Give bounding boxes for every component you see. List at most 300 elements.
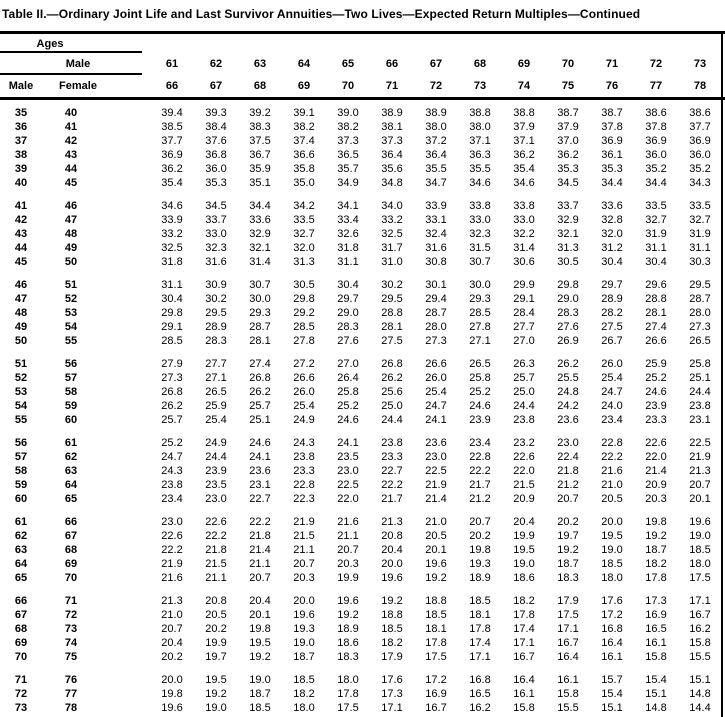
table-row xyxy=(0,571,725,585)
value-cell: 24.1 xyxy=(425,414,447,426)
male-age-cell: 43 xyxy=(14,228,28,240)
value-cell: 30.0 xyxy=(249,293,271,305)
male-age-cell: 57 xyxy=(14,451,28,463)
value-cell: 29.0 xyxy=(337,307,359,319)
row-group-gap-cell xyxy=(0,348,725,357)
value-cell: 19.5 xyxy=(205,674,227,686)
value-cell: 24.1 xyxy=(249,451,271,463)
table-row xyxy=(0,594,725,608)
row-spacer-cell xyxy=(100,292,150,306)
value-cell: 23.8 xyxy=(689,400,711,412)
value-cell: 21.4 xyxy=(645,465,667,477)
value-cell: 21.1 xyxy=(205,572,227,584)
female-age-cell: 52 xyxy=(64,293,78,305)
row-spacer-cell xyxy=(100,399,150,413)
value-cell: 34.2 xyxy=(293,200,315,212)
value-cell: 17.8 xyxy=(645,572,667,584)
row-spacer-cell xyxy=(100,478,150,492)
value-cell: 19.2 xyxy=(425,572,447,584)
value-cell: 36.9 xyxy=(689,135,711,147)
value-cell: 31.6 xyxy=(425,242,447,254)
header-spacer xyxy=(100,75,150,98)
female-age-header: 74 xyxy=(517,79,531,92)
row-group-gap-cell xyxy=(0,664,725,673)
row-spacer-cell xyxy=(100,148,150,162)
male-age-cell: 72 xyxy=(14,688,28,700)
value-cell: 35.3 xyxy=(557,163,579,175)
value-cell: 31.9 xyxy=(689,228,711,240)
value-cell: 18.3 xyxy=(557,572,579,584)
value-cell: 16.2 xyxy=(469,702,491,714)
value-cell: 30.2 xyxy=(205,293,227,305)
row-group-gap-cell xyxy=(0,190,725,199)
row-spacer-cell xyxy=(100,199,150,213)
value-cell: 18.2 xyxy=(645,558,667,570)
male-age-header: 66 xyxy=(385,58,399,70)
value-cell: 36.8 xyxy=(205,149,227,161)
row-spacer-cell xyxy=(100,371,150,385)
value-cell: 36.2 xyxy=(513,149,535,161)
female-age-cell: 44 xyxy=(64,163,78,175)
value-cell: 29.1 xyxy=(513,293,535,305)
value-cell: 16.8 xyxy=(601,623,623,635)
value-cell: 23.9 xyxy=(645,400,667,412)
female-age-cell: 77 xyxy=(64,688,78,700)
value-cell: 19.6 xyxy=(381,572,403,584)
female-age-cell: 49 xyxy=(64,242,78,254)
value-cell: 26.6 xyxy=(645,335,667,347)
value-cell: 23.8 xyxy=(161,479,183,491)
value-cell: 16.1 xyxy=(557,674,579,686)
female-age-cell: 72 xyxy=(64,609,78,621)
value-cell: 29.6 xyxy=(645,279,667,291)
value-cell: 23.0 xyxy=(337,465,359,477)
right-border-rule xyxy=(721,33,723,717)
table-row xyxy=(0,543,725,557)
value-cell: 23.6 xyxy=(425,437,447,449)
value-cell: 20.7 xyxy=(337,544,359,556)
value-cell: 26.8 xyxy=(161,386,183,398)
table-row xyxy=(0,622,725,636)
value-cell: 27.6 xyxy=(557,321,579,333)
value-cell: 17.4 xyxy=(469,637,491,649)
table-row xyxy=(0,413,725,427)
value-cell: 25.4 xyxy=(293,400,315,412)
value-cell: 19.2 xyxy=(645,530,667,542)
value-cell: 39.2 xyxy=(249,107,271,119)
value-cell: 38.1 xyxy=(381,121,403,133)
male-age-cell: 61 xyxy=(14,516,28,528)
male-age-cell: 35 xyxy=(14,107,28,119)
value-cell: 33.4 xyxy=(337,214,359,226)
value-cell: 20.4 xyxy=(161,637,183,649)
value-cell: 26.0 xyxy=(601,358,623,370)
value-cell: 36.1 xyxy=(601,149,623,161)
value-cell: 21.5 xyxy=(293,530,315,542)
value-cell: 21.0 xyxy=(601,479,623,491)
value-cell: 37.1 xyxy=(513,135,535,147)
value-cell: 20.4 xyxy=(381,544,403,556)
value-cell: 34.6 xyxy=(513,177,535,189)
value-cell: 23.3 xyxy=(645,414,667,426)
male-age-cell: 42 xyxy=(14,214,28,226)
value-cell: 36.5 xyxy=(337,149,359,161)
female-age-cell: 74 xyxy=(64,637,78,649)
male-age-cell: 64 xyxy=(14,558,28,570)
value-cell: 17.1 xyxy=(689,595,711,607)
value-cell: 30.4 xyxy=(601,256,623,268)
male-label: Male xyxy=(65,58,91,70)
value-cell: 20.9 xyxy=(513,493,535,505)
value-cell: 18.1 xyxy=(469,609,491,621)
value-cell: 35.1 xyxy=(249,177,271,189)
value-cell: 16.9 xyxy=(645,609,667,621)
value-cell: 21.9 xyxy=(161,558,183,570)
value-cell: 24.0 xyxy=(601,400,623,412)
value-cell: 22.5 xyxy=(337,479,359,491)
value-cell: 34.4 xyxy=(249,200,271,212)
value-cell: 25.9 xyxy=(645,358,667,370)
table-row xyxy=(0,357,725,371)
value-cell: 32.4 xyxy=(425,228,447,240)
female-age-cell: 47 xyxy=(64,214,78,226)
value-cell: 36.2 xyxy=(161,163,183,175)
value-cell: 20.7 xyxy=(161,623,183,635)
value-cell: 27.0 xyxy=(337,358,359,370)
value-cell: 16.7 xyxy=(557,637,579,649)
value-cell: 24.2 xyxy=(557,400,579,412)
row-spacer-cell xyxy=(100,255,150,269)
value-cell: 21.3 xyxy=(161,595,183,607)
row-spacer-cell xyxy=(100,450,150,464)
value-cell: 37.4 xyxy=(293,135,315,147)
value-cell: 35.6 xyxy=(381,163,403,175)
value-cell: 33.0 xyxy=(513,214,535,226)
value-cell: 30.0 xyxy=(469,279,491,291)
value-cell: 30.8 xyxy=(425,256,447,268)
value-cell: 21.9 xyxy=(293,516,315,528)
value-cell: 19.6 xyxy=(161,702,183,714)
value-cell: 18.0 xyxy=(337,674,359,686)
row-group-gap-cell xyxy=(0,506,725,515)
row-group-gap xyxy=(0,506,725,515)
value-cell: 21.2 xyxy=(557,479,579,491)
value-cell: 35.7 xyxy=(337,163,359,175)
value-cell: 23.5 xyxy=(337,451,359,463)
value-cell: 21.9 xyxy=(689,451,711,463)
value-cell: 17.1 xyxy=(381,702,403,714)
value-cell: 28.4 xyxy=(513,307,535,319)
male-age-cell: 59 xyxy=(14,479,28,491)
value-cell: 22.5 xyxy=(689,437,711,449)
value-cell: 25.0 xyxy=(513,386,535,398)
value-cell: 19.6 xyxy=(425,558,447,570)
value-cell: 28.8 xyxy=(645,293,667,305)
value-cell: 22.5 xyxy=(425,465,447,477)
value-cell: 29.8 xyxy=(557,279,579,291)
value-cell: 34.5 xyxy=(557,177,579,189)
row-spacer-cell xyxy=(100,413,150,427)
row-spacer-cell xyxy=(100,515,150,529)
value-cell: 38.0 xyxy=(425,121,447,133)
value-cell: 34.7 xyxy=(425,177,447,189)
male-age-cell: 40 xyxy=(14,177,28,189)
value-cell: 25.7 xyxy=(513,372,535,384)
value-cell: 19.8 xyxy=(249,623,271,635)
male-age-cell: 54 xyxy=(14,400,28,412)
value-cell: 34.4 xyxy=(601,177,623,189)
value-cell: 35.0 xyxy=(293,177,315,189)
value-cell: 34.9 xyxy=(337,177,359,189)
female-age-cell: 48 xyxy=(64,228,78,240)
value-cell: 23.1 xyxy=(689,414,711,426)
male-age-cell: 41 xyxy=(14,200,28,212)
value-cell: 19.9 xyxy=(205,637,227,649)
value-cell: 19.0 xyxy=(249,674,271,686)
value-cell: 21.2 xyxy=(469,493,491,505)
value-cell: 38.4 xyxy=(205,121,227,133)
row-spacer-cell xyxy=(100,464,150,478)
value-cell: 17.1 xyxy=(557,623,579,635)
value-cell: 19.6 xyxy=(293,609,315,621)
value-cell: 19.5 xyxy=(601,530,623,542)
value-cell: 21.4 xyxy=(425,493,447,505)
female-age-header: 72 xyxy=(429,79,443,92)
value-cell: 22.4 xyxy=(557,451,579,463)
value-cell: 21.6 xyxy=(161,572,183,584)
header-spacer xyxy=(100,53,150,75)
male-age-cell: 67 xyxy=(14,609,28,621)
value-cell: 29.5 xyxy=(381,293,403,305)
value-cell: 27.3 xyxy=(161,372,183,384)
value-cell: 27.8 xyxy=(293,335,315,347)
value-cell: 30.5 xyxy=(293,279,315,291)
value-cell: 26.2 xyxy=(249,386,271,398)
value-cell: 19.7 xyxy=(205,651,227,663)
row-group-gap xyxy=(0,98,725,106)
female-label: Female xyxy=(59,79,97,92)
value-cell: 32.1 xyxy=(557,228,579,240)
female-age-cell: 69 xyxy=(64,558,78,570)
female-age-header: 78 xyxy=(693,79,707,92)
value-cell: 31.8 xyxy=(161,256,183,268)
value-cell: 24.1 xyxy=(337,437,359,449)
value-cell: 29.9 xyxy=(513,279,535,291)
value-cell: 18.2 xyxy=(293,688,315,700)
value-cell: 20.7 xyxy=(557,493,579,505)
value-cell: 32.7 xyxy=(689,214,711,226)
value-cell: 22.3 xyxy=(293,493,315,505)
value-cell: 27.2 xyxy=(293,358,315,370)
value-cell: 35.5 xyxy=(425,163,447,175)
value-cell: 19.7 xyxy=(557,530,579,542)
value-cell: 26.2 xyxy=(381,372,403,384)
value-cell: 31.4 xyxy=(513,242,535,254)
value-cell: 30.6 xyxy=(513,256,535,268)
male-age-cell: 69 xyxy=(14,637,28,649)
value-cell: 17.1 xyxy=(469,651,491,663)
value-cell: 22.2 xyxy=(249,516,271,528)
female-age-cell: 70 xyxy=(64,572,78,584)
female-age-cell: 63 xyxy=(64,465,78,477)
female-age-cell: 55 xyxy=(64,335,78,347)
table-row xyxy=(0,148,725,162)
male-age-cell: 71 xyxy=(14,674,28,686)
value-cell: 35.8 xyxy=(293,163,315,175)
value-cell: 22.2 xyxy=(161,544,183,556)
value-cell: 35.9 xyxy=(249,163,271,175)
value-cell: 25.1 xyxy=(689,372,711,384)
female-age-header: 71 xyxy=(385,79,399,92)
value-cell: 19.2 xyxy=(249,651,271,663)
value-cell: 16.7 xyxy=(425,702,447,714)
value-cell: 21.3 xyxy=(689,465,711,477)
value-cell: 35.4 xyxy=(513,163,535,175)
male-age-header: 62 xyxy=(209,58,223,70)
value-cell: 33.6 xyxy=(601,200,623,212)
table-row xyxy=(0,515,725,529)
value-cell: 31.1 xyxy=(337,256,359,268)
value-cell: 17.5 xyxy=(425,651,447,663)
female-age-cell: 60 xyxy=(64,414,78,426)
value-cell: 22.2 xyxy=(205,530,227,542)
value-cell: 30.5 xyxy=(557,256,579,268)
value-cell: 16.5 xyxy=(645,623,667,635)
value-cell: 23.0 xyxy=(161,516,183,528)
value-cell: 23.9 xyxy=(469,414,491,426)
value-cell: 28.8 xyxy=(381,307,403,319)
row-spacer-cell xyxy=(100,436,150,450)
value-cell: 32.5 xyxy=(381,228,403,240)
value-cell: 23.8 xyxy=(293,451,315,463)
table-row xyxy=(0,478,725,492)
value-cell: 20.3 xyxy=(337,558,359,570)
value-cell: 31.1 xyxy=(645,242,667,254)
value-cell: 20.0 xyxy=(381,558,403,570)
value-cell: 16.1 xyxy=(513,688,535,700)
row-spacer-cell xyxy=(100,557,150,571)
value-cell: 33.2 xyxy=(161,228,183,240)
male-age-header: 73 xyxy=(693,58,707,70)
row-spacer-cell xyxy=(100,334,150,348)
table-row xyxy=(0,673,725,687)
value-cell: 28.2 xyxy=(601,307,623,319)
female-age-cell: 40 xyxy=(64,107,78,119)
male-age-header: 61 xyxy=(165,58,179,70)
value-cell: 26.8 xyxy=(381,358,403,370)
female-age-cell: 56 xyxy=(64,358,78,370)
value-cell: 28.9 xyxy=(205,321,227,333)
value-cell: 37.8 xyxy=(645,121,667,133)
value-cell: 25.5 xyxy=(557,372,579,384)
value-cell: 18.7 xyxy=(249,688,271,700)
value-cell: 19.2 xyxy=(381,595,403,607)
value-cell: 20.0 xyxy=(293,595,315,607)
row-spacer-cell xyxy=(100,227,150,241)
value-cell: 20.5 xyxy=(601,493,623,505)
value-cell: 22.2 xyxy=(601,451,623,463)
value-cell: 21.0 xyxy=(425,516,447,528)
value-cell: 17.6 xyxy=(381,674,403,686)
table-body xyxy=(0,98,725,715)
value-cell: 36.4 xyxy=(381,149,403,161)
value-cell: 28.1 xyxy=(249,335,271,347)
male-age-header: 69 xyxy=(517,58,531,70)
value-cell: 25.8 xyxy=(689,358,711,370)
value-cell: 25.6 xyxy=(381,386,403,398)
row-group-gap xyxy=(0,664,725,673)
value-cell: 29.3 xyxy=(469,293,491,305)
value-cell: 28.1 xyxy=(381,321,403,333)
value-cell: 26.6 xyxy=(425,358,447,370)
value-cell: 33.9 xyxy=(161,214,183,226)
value-cell: 31.1 xyxy=(161,279,183,291)
value-cell: 25.1 xyxy=(249,414,271,426)
value-cell: 35.5 xyxy=(469,163,491,175)
value-cell: 30.7 xyxy=(249,279,271,291)
male-age-cell: 50 xyxy=(14,335,28,347)
value-cell: 18.0 xyxy=(293,702,315,714)
row-spacer-cell xyxy=(100,162,150,176)
value-cell: 26.2 xyxy=(557,358,579,370)
male-age-header: 63 xyxy=(253,58,267,70)
female-age-cell: 57 xyxy=(64,372,78,384)
value-cell: 20.0 xyxy=(601,516,623,528)
value-cell: 24.4 xyxy=(381,414,403,426)
value-cell: 25.2 xyxy=(337,400,359,412)
value-cell: 38.6 xyxy=(689,107,711,119)
value-cell: 30.4 xyxy=(645,256,667,268)
value-cell: 25.7 xyxy=(249,400,271,412)
value-cell: 18.5 xyxy=(469,595,491,607)
value-cell: 22.8 xyxy=(293,479,315,491)
value-cell: 15.8 xyxy=(689,637,711,649)
value-cell: 19.2 xyxy=(205,688,227,700)
male-age-cell: 65 xyxy=(14,572,28,584)
value-cell: 23.0 xyxy=(557,437,579,449)
female-age-header: 70 xyxy=(341,79,355,92)
male-age-header: 70 xyxy=(561,58,575,70)
value-cell: 18.8 xyxy=(381,609,403,621)
value-cell: 33.7 xyxy=(557,200,579,212)
row-spacer-cell xyxy=(100,650,150,664)
value-cell: 23.8 xyxy=(381,437,403,449)
value-cell: 29.2 xyxy=(293,307,315,319)
male-age-header: 68 xyxy=(473,58,487,70)
value-cell: 32.7 xyxy=(293,228,315,240)
male-age-cell: 47 xyxy=(14,293,28,305)
male-age-cell: 39 xyxy=(14,163,28,175)
value-cell: 37.1 xyxy=(469,135,491,147)
value-cell: 21.6 xyxy=(601,465,623,477)
row-group-gap-cell xyxy=(0,585,725,594)
row-group-gap xyxy=(0,269,725,278)
value-cell: 23.3 xyxy=(293,465,315,477)
value-cell: 30.3 xyxy=(689,256,711,268)
value-cell: 24.7 xyxy=(601,386,623,398)
value-cell: 26.2 xyxy=(161,400,183,412)
value-cell: 30.2 xyxy=(381,279,403,291)
female-age-cell: 54 xyxy=(64,321,78,333)
value-cell: 27.1 xyxy=(469,335,491,347)
value-cell: 18.9 xyxy=(337,623,359,635)
value-cell: 21.0 xyxy=(161,609,183,621)
row-spacer-cell xyxy=(100,134,150,148)
table-row xyxy=(0,320,725,334)
value-cell: 37.2 xyxy=(425,135,447,147)
value-cell: 31.3 xyxy=(293,256,315,268)
value-cell: 16.5 xyxy=(469,688,491,700)
